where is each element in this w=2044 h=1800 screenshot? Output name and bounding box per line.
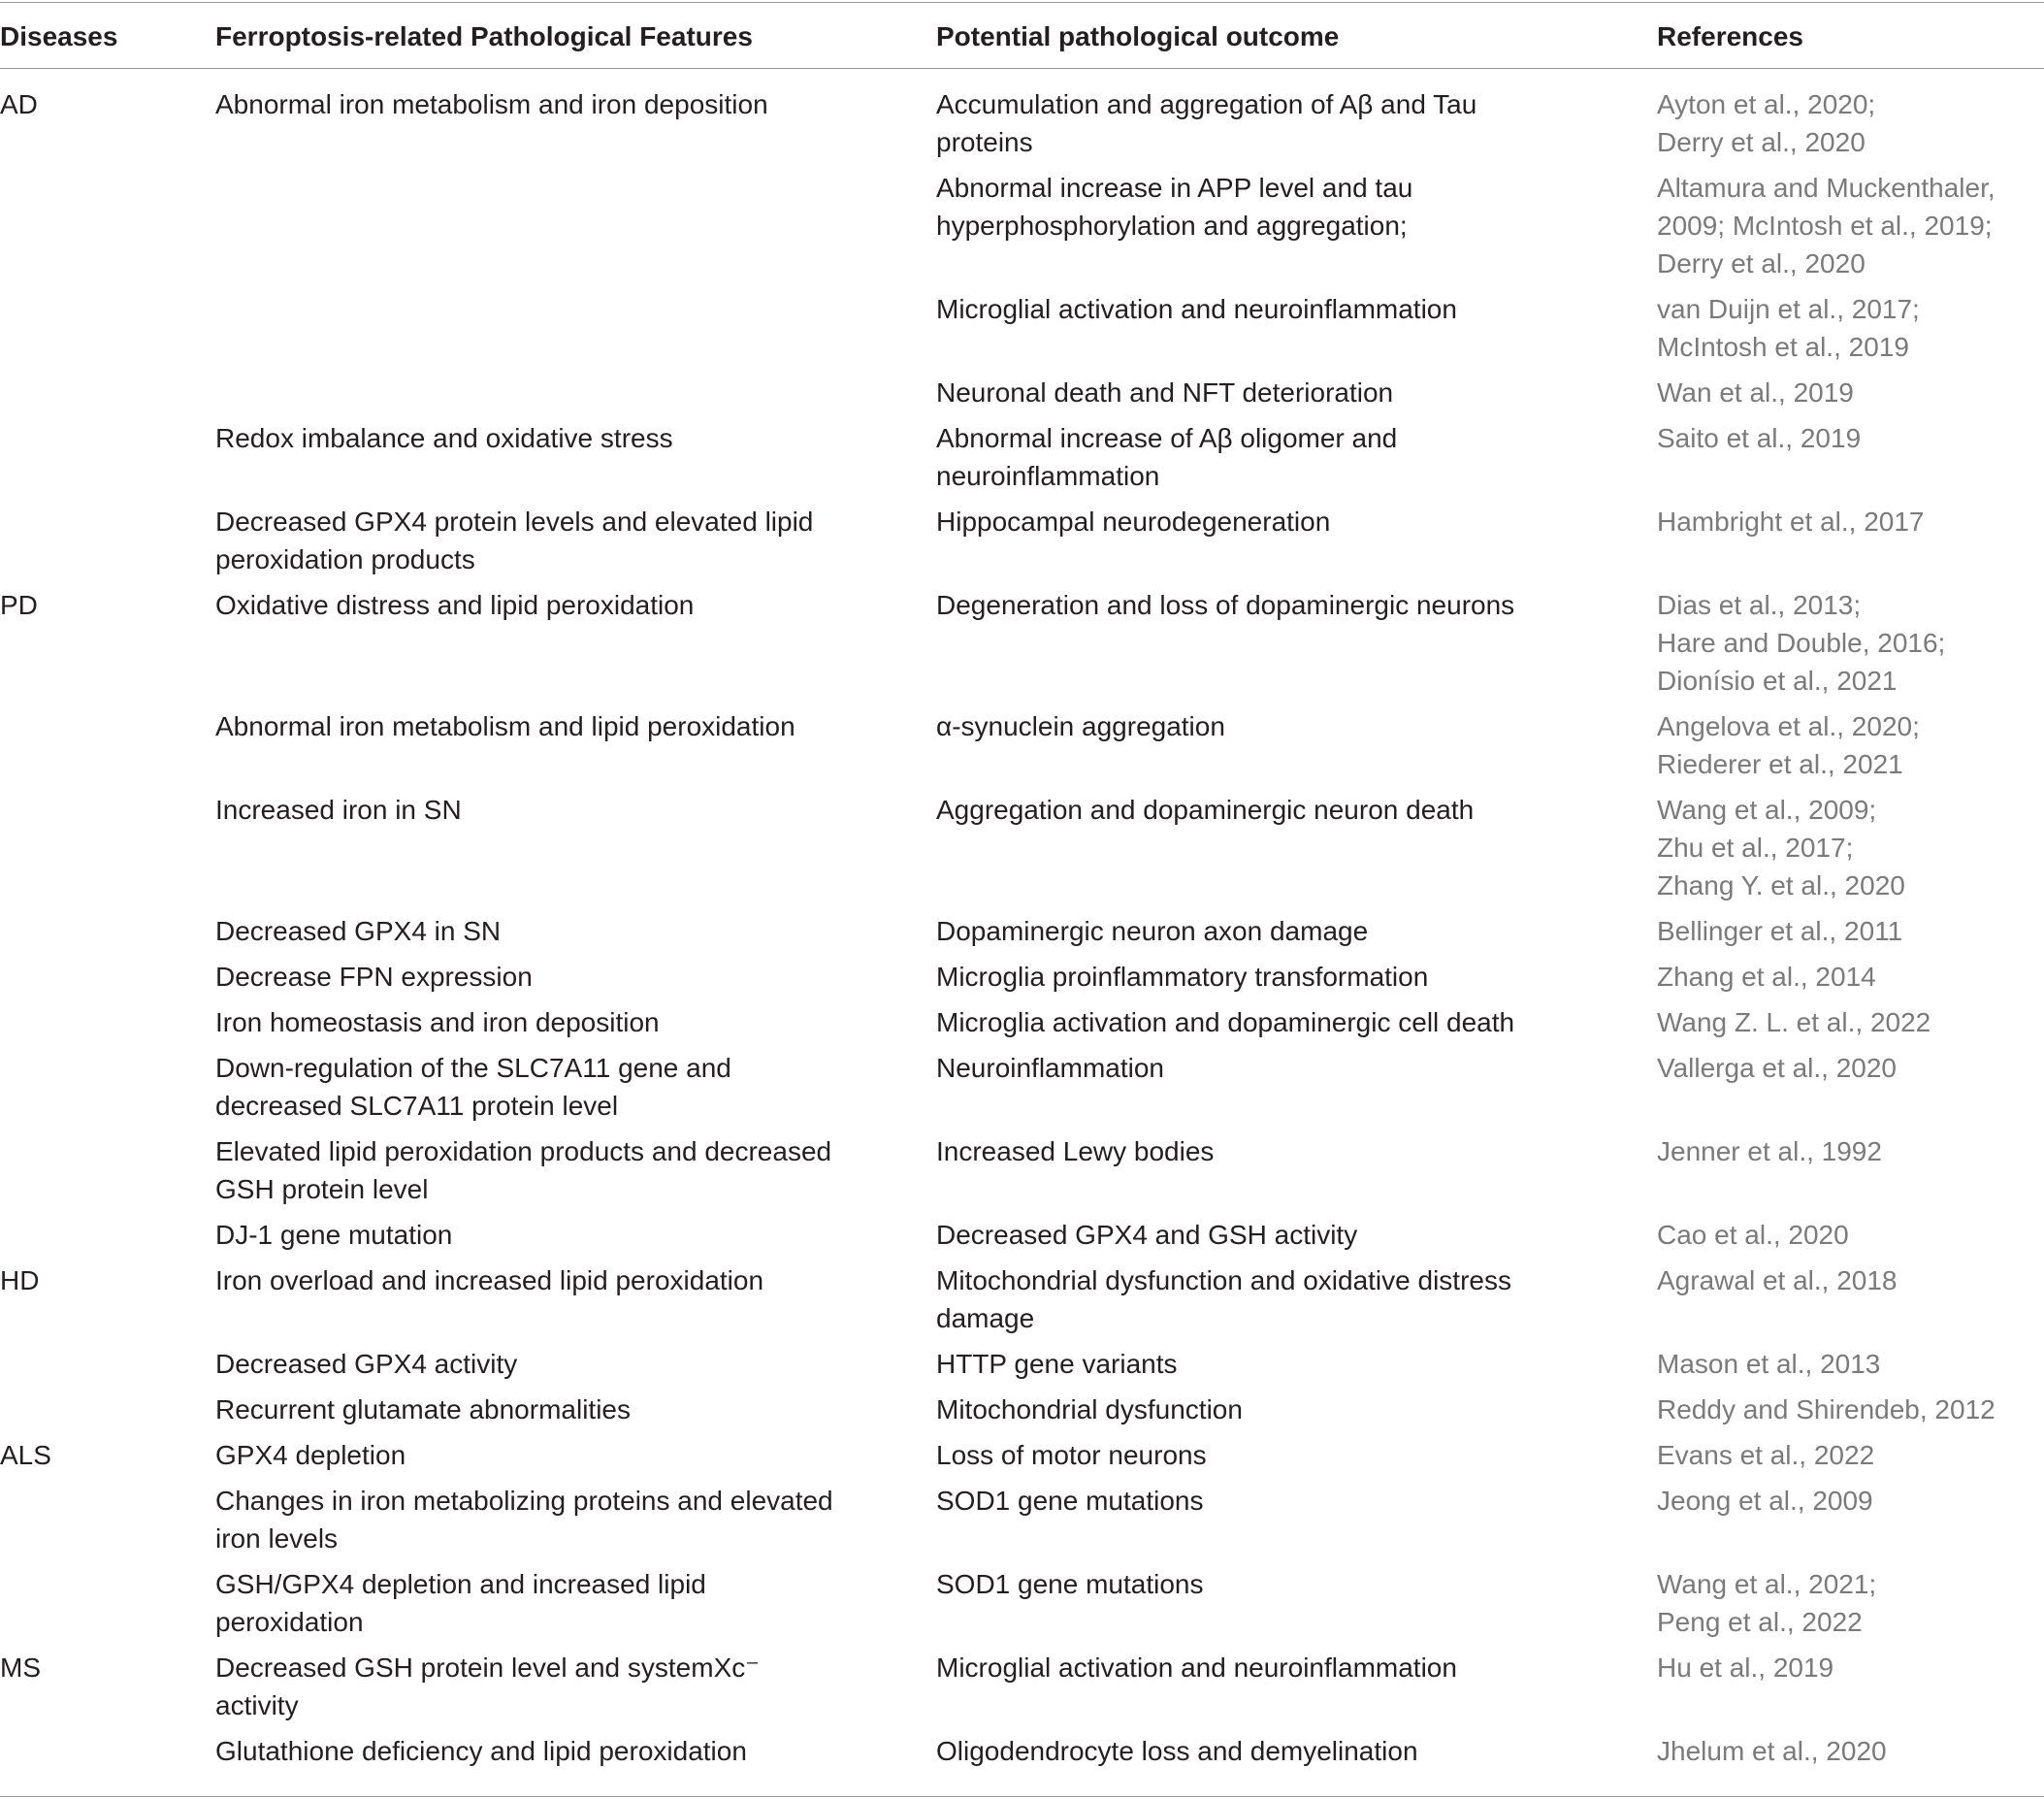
cell-references <box>1657 85 2044 161</box>
cell-outcome-line: Dopaminergic neuron axon damage <box>936 916 1369 946</box>
cell-disease <box>0 586 194 624</box>
cell-references <box>1657 707 2044 783</box>
cell-feature-line: Iron overload and increased lipid peroxidation <box>215 1265 764 1295</box>
cell-outcome-line: damage <box>936 1303 1035 1333</box>
cell-references-line: Derry et al., 2020 <box>1657 248 1866 278</box>
cell-outcome <box>936 1261 1547 1337</box>
header-outcome: Potential pathological outcome <box>936 21 1340 51</box>
table-header-rule <box>0 68 2044 69</box>
cell-feature-line: Decreased GPX4 activity <box>215 1349 518 1379</box>
cell-feature-line: Abnormal iron metabolism and iron deposition <box>215 89 768 119</box>
header-features: Ferroptosis-related Pathological Features <box>215 21 753 51</box>
cell-outcome <box>936 707 1547 745</box>
table-row <box>0 1049 2044 1125</box>
cell-feature <box>215 958 894 996</box>
cell-feature <box>215 1391 894 1428</box>
cell-outcome-line: SOD1 gene mutations <box>936 1569 1204 1599</box>
table-row <box>0 374 2044 411</box>
cell-outcome <box>936 1391 1547 1428</box>
cell-feature-line: peroxidation <box>215 1607 364 1637</box>
table-row <box>0 1482 2044 1557</box>
cell-references <box>1657 1391 2044 1428</box>
cell-outcome <box>936 1003 1547 1041</box>
cell-feature <box>215 1216 894 1254</box>
cell-disease-line: HD <box>0 1265 40 1295</box>
cell-outcome <box>936 586 1547 624</box>
cell-feature <box>215 1132 894 1208</box>
cell-outcome <box>936 912 1547 950</box>
cell-outcome-line: Microglia activation and dopaminergic cell death <box>936 1007 1515 1037</box>
cell-references <box>1657 419 2044 457</box>
cell-outcome-line: Microglial activation and neuroinflammation <box>936 294 1457 324</box>
cell-feature <box>215 586 894 624</box>
cell-outcome <box>936 1565 1547 1603</box>
cell-outcome-line: Degeneration and loss of dopaminergic neurons <box>936 590 1515 620</box>
cell-outcome <box>936 169 1547 245</box>
cell-feature <box>215 1049 894 1125</box>
cell-feature <box>215 1649 894 1724</box>
cell-references-line: Dionísio et al., 2021 <box>1657 666 1898 696</box>
cell-disease-line: ALS <box>0 1440 51 1470</box>
cell-feature-line: Abnormal iron metabolism and lipid peroxidation <box>215 711 795 741</box>
cell-references-line: Cao et al., 2020 <box>1657 1220 1849 1250</box>
cell-disease-line: PD <box>0 590 38 620</box>
table-top-rule <box>0 2 2044 3</box>
cell-feature <box>215 1261 894 1299</box>
cell-disease-line: AD <box>0 89 38 119</box>
cell-outcome <box>936 1482 1547 1520</box>
cell-feature-line: Decreased GPX4 protein levels and elevated lipid <box>215 507 814 537</box>
cell-references-line: van Duijn et al., 2017; <box>1657 294 1920 324</box>
cell-feature-line: Redox imbalance and oxidative stress <box>215 423 673 453</box>
cell-disease <box>0 1261 194 1299</box>
cell-feature <box>215 1345 894 1383</box>
cell-references <box>1657 1345 2044 1383</box>
cell-outcome-line: Increased Lewy bodies <box>936 1136 1215 1166</box>
cell-references-line: Wan et al., 2019 <box>1657 377 1854 408</box>
cell-outcome-line: neuroinflammation <box>936 461 1160 491</box>
cell-references-line: Ayton et al., 2020; <box>1657 89 1876 119</box>
cell-feature-line: Decreased GSH protein level and systemXc⁻ <box>215 1653 761 1683</box>
table-row <box>0 419 2044 495</box>
cell-references <box>1657 1649 2044 1686</box>
cell-references-line: Riederer et al., 2021 <box>1657 749 1903 779</box>
cell-references <box>1657 1049 2044 1087</box>
cell-feature-line: GSH/GPX4 depletion and increased lipid <box>215 1569 706 1599</box>
cell-outcome-line: Neuroinflammation <box>936 1053 1164 1083</box>
cell-references <box>1657 791 2044 904</box>
cell-references-line: Bellinger et al., 2011 <box>1657 916 1903 946</box>
cell-outcome <box>936 1216 1547 1254</box>
cell-outcome <box>936 791 1547 829</box>
table-row <box>0 1132 2044 1208</box>
cell-references-line: Dias et al., 2013; <box>1657 590 1862 620</box>
cell-outcome <box>936 290 1547 328</box>
cell-outcome-line: hyperphosphorylation and aggregation; <box>936 211 1408 241</box>
header-references: References <box>1657 21 1803 51</box>
cell-feature <box>215 1003 894 1041</box>
cell-disease <box>0 1436 194 1474</box>
cell-references <box>1657 586 2044 700</box>
cell-references-line: Wang et al., 2009; <box>1657 795 1877 825</box>
cell-feature <box>215 1565 894 1641</box>
cell-references <box>1657 958 2044 996</box>
cell-disease <box>0 85 194 123</box>
cell-outcome <box>936 1732 1547 1770</box>
cell-feature <box>215 707 894 745</box>
cell-outcome-line: Oligodendrocyte loss and demyelination <box>936 1736 1418 1766</box>
cell-references-line: Jhelum et al., 2020 <box>1657 1736 1887 1766</box>
cell-outcome-line: Neuronal death and NFT deterioration <box>936 377 1394 408</box>
cell-feature-line: Elevated lipid peroxidation products and decreased <box>215 1136 832 1166</box>
table-row <box>0 1003 2044 1041</box>
cell-references-line: Evans et al., 2022 <box>1657 1440 1875 1470</box>
cell-outcome-line: Mitochondrial dysfunction and oxidative distress <box>936 1265 1511 1295</box>
cell-references-line: Mason et al., 2013 <box>1657 1349 1881 1379</box>
cell-outcome-line: Abnormal increase of Aβ oligomer and <box>936 423 1398 453</box>
cell-references <box>1657 290 2044 366</box>
cell-references-line: Agrawal et al., 2018 <box>1657 1265 1898 1295</box>
cell-outcome-line: HTTP gene variants <box>936 1349 1178 1379</box>
cell-references-line: Zhu et al., 2017; <box>1657 833 1854 863</box>
cell-outcome <box>936 1345 1547 1383</box>
cell-references-line: Jenner et al., 1992 <box>1657 1136 1882 1166</box>
cell-references <box>1657 1216 2044 1254</box>
cell-references-line: Saito et al., 2019 <box>1657 423 1862 453</box>
cell-feature <box>215 1732 894 1770</box>
cell-outcome <box>936 1049 1547 1087</box>
cell-feature-line: GPX4 depletion <box>215 1440 406 1470</box>
cell-references-line: 2009; McIntosh et al., 2019; <box>1657 211 1993 241</box>
table-row <box>0 912 2044 950</box>
cell-feature <box>215 1482 894 1557</box>
cell-references <box>1657 1003 2044 1041</box>
cell-feature <box>215 1436 894 1474</box>
cell-outcome <box>936 85 1547 161</box>
cell-feature-line: Oxidative distress and lipid peroxidation <box>215 590 695 620</box>
table-row <box>0 586 2044 700</box>
table-row <box>0 1732 2044 1770</box>
cell-references <box>1657 374 2044 411</box>
cell-outcome-line: Hippocampal neurodegeneration <box>936 507 1331 537</box>
cell-feature <box>215 85 894 123</box>
cell-outcome <box>936 374 1547 411</box>
cell-feature-line: Iron homeostasis and iron deposition <box>215 1007 660 1037</box>
cell-outcome <box>936 1436 1547 1474</box>
table-row <box>0 503 2044 578</box>
header-diseases: Diseases <box>0 21 118 51</box>
cell-references-line: Hambright et al., 2017 <box>1657 507 1925 537</box>
cell-outcome <box>936 503 1547 540</box>
cell-references-line: Angelova et al., 2020; <box>1657 711 1920 741</box>
cell-disease-line: MS <box>0 1653 41 1683</box>
cell-references <box>1657 1132 2044 1170</box>
cell-references <box>1657 1732 2044 1770</box>
table-bottom-rule <box>0 1796 2044 1797</box>
cell-feature-line: decreased SLC7A11 protein level <box>215 1091 619 1121</box>
cell-feature <box>215 912 894 950</box>
cell-feature-line: activity <box>215 1690 299 1720</box>
cell-references-line: Zhang et al., 2014 <box>1657 962 1876 992</box>
table-row <box>0 1391 2044 1428</box>
cell-feature-line: iron levels <box>215 1523 339 1554</box>
cell-outcome <box>936 1132 1547 1170</box>
cell-feature-line: peroxidation products <box>215 544 475 574</box>
cell-references-line: Vallerga et al., 2020 <box>1657 1053 1897 1083</box>
cell-references-line: Derry et al., 2020 <box>1657 127 1866 157</box>
cell-feature-line: Changes in iron metabolizing proteins and elevated <box>215 1486 833 1516</box>
cell-references-line: Wang et al., 2021; <box>1657 1569 1877 1599</box>
cell-references-line: Altamura and Muckenthaler, <box>1657 173 1995 203</box>
cell-outcome-line: α-synuclein aggregation <box>936 711 1225 741</box>
cell-feature <box>215 503 894 578</box>
cell-feature-line: Decrease FPN expression <box>215 962 533 992</box>
cell-outcome-line: Accumulation and aggregation of Aβ and Tau <box>936 89 1477 119</box>
table-row <box>0 1565 2044 1641</box>
cell-feature-line: Increased iron in SN <box>215 795 462 825</box>
table-row <box>0 707 2044 783</box>
cell-disease <box>0 1649 194 1686</box>
cell-outcome-line: Abnormal increase in APP level and tau <box>936 173 1413 203</box>
cell-references-line: Hu et al., 2019 <box>1657 1653 1834 1683</box>
cell-feature <box>215 419 894 457</box>
cell-feature-line: Glutathione deficiency and lipid peroxidation <box>215 1736 747 1766</box>
cell-outcome-line: proteins <box>936 127 1033 157</box>
cell-references-line: Reddy and Shirendeb, 2012 <box>1657 1394 1995 1424</box>
cell-outcome-line: SOD1 gene mutations <box>936 1486 1204 1516</box>
cell-references <box>1657 1261 2044 1299</box>
cell-outcome-line: Microglial activation and neuroinflammation <box>936 1653 1457 1683</box>
table-row <box>0 1216 2044 1254</box>
table-row <box>0 1345 2044 1383</box>
table-row <box>0 791 2044 904</box>
cell-outcome-line: Decreased GPX4 and GSH activity <box>936 1220 1358 1250</box>
cell-references <box>1657 1436 2044 1474</box>
cell-feature <box>215 791 894 829</box>
table-row <box>0 85 2044 161</box>
cell-feature-line: GSH protein level <box>215 1174 429 1204</box>
cell-outcome-line: Aggregation and dopaminergic neuron death <box>936 795 1475 825</box>
cell-references-line: Wang Z. L. et al., 2022 <box>1657 1007 1931 1037</box>
cell-references-line: Peng et al., 2022 <box>1657 1607 1863 1637</box>
cell-references-line: McIntosh et al., 2019 <box>1657 332 1909 362</box>
cell-feature-line: Decreased GPX4 in SN <box>215 916 502 946</box>
cell-references <box>1657 912 2044 950</box>
cell-outcome <box>936 1649 1547 1686</box>
cell-outcome <box>936 419 1547 495</box>
cell-references-line: Zhang Y. et al., 2020 <box>1657 870 1905 900</box>
cell-references <box>1657 169 2044 282</box>
table-row <box>0 1649 2044 1724</box>
table-row <box>0 290 2044 366</box>
cell-outcome-line: Microglia proinflammatory transformation <box>936 962 1429 992</box>
cell-references <box>1657 1482 2044 1520</box>
table-row <box>0 169 2044 282</box>
cell-references <box>1657 503 2044 540</box>
cell-outcome <box>936 958 1547 996</box>
table-row <box>0 1436 2044 1474</box>
cell-outcome-line: Loss of motor neurons <box>936 1440 1207 1470</box>
cell-outcome-line: Mitochondrial dysfunction <box>936 1394 1243 1424</box>
table-row <box>0 1261 2044 1337</box>
cell-feature-line: Down-regulation of the SLC7A11 gene and <box>215 1053 731 1083</box>
cell-feature-line: Recurrent glutamate abnormalities <box>215 1394 631 1424</box>
cell-references <box>1657 1565 2044 1641</box>
cell-references-line: Jeong et al., 2009 <box>1657 1486 1873 1516</box>
cell-feature-line: DJ-1 gene mutation <box>215 1220 453 1250</box>
table-row <box>0 958 2044 996</box>
cell-references-line: Hare and Double, 2016; <box>1657 628 1946 658</box>
